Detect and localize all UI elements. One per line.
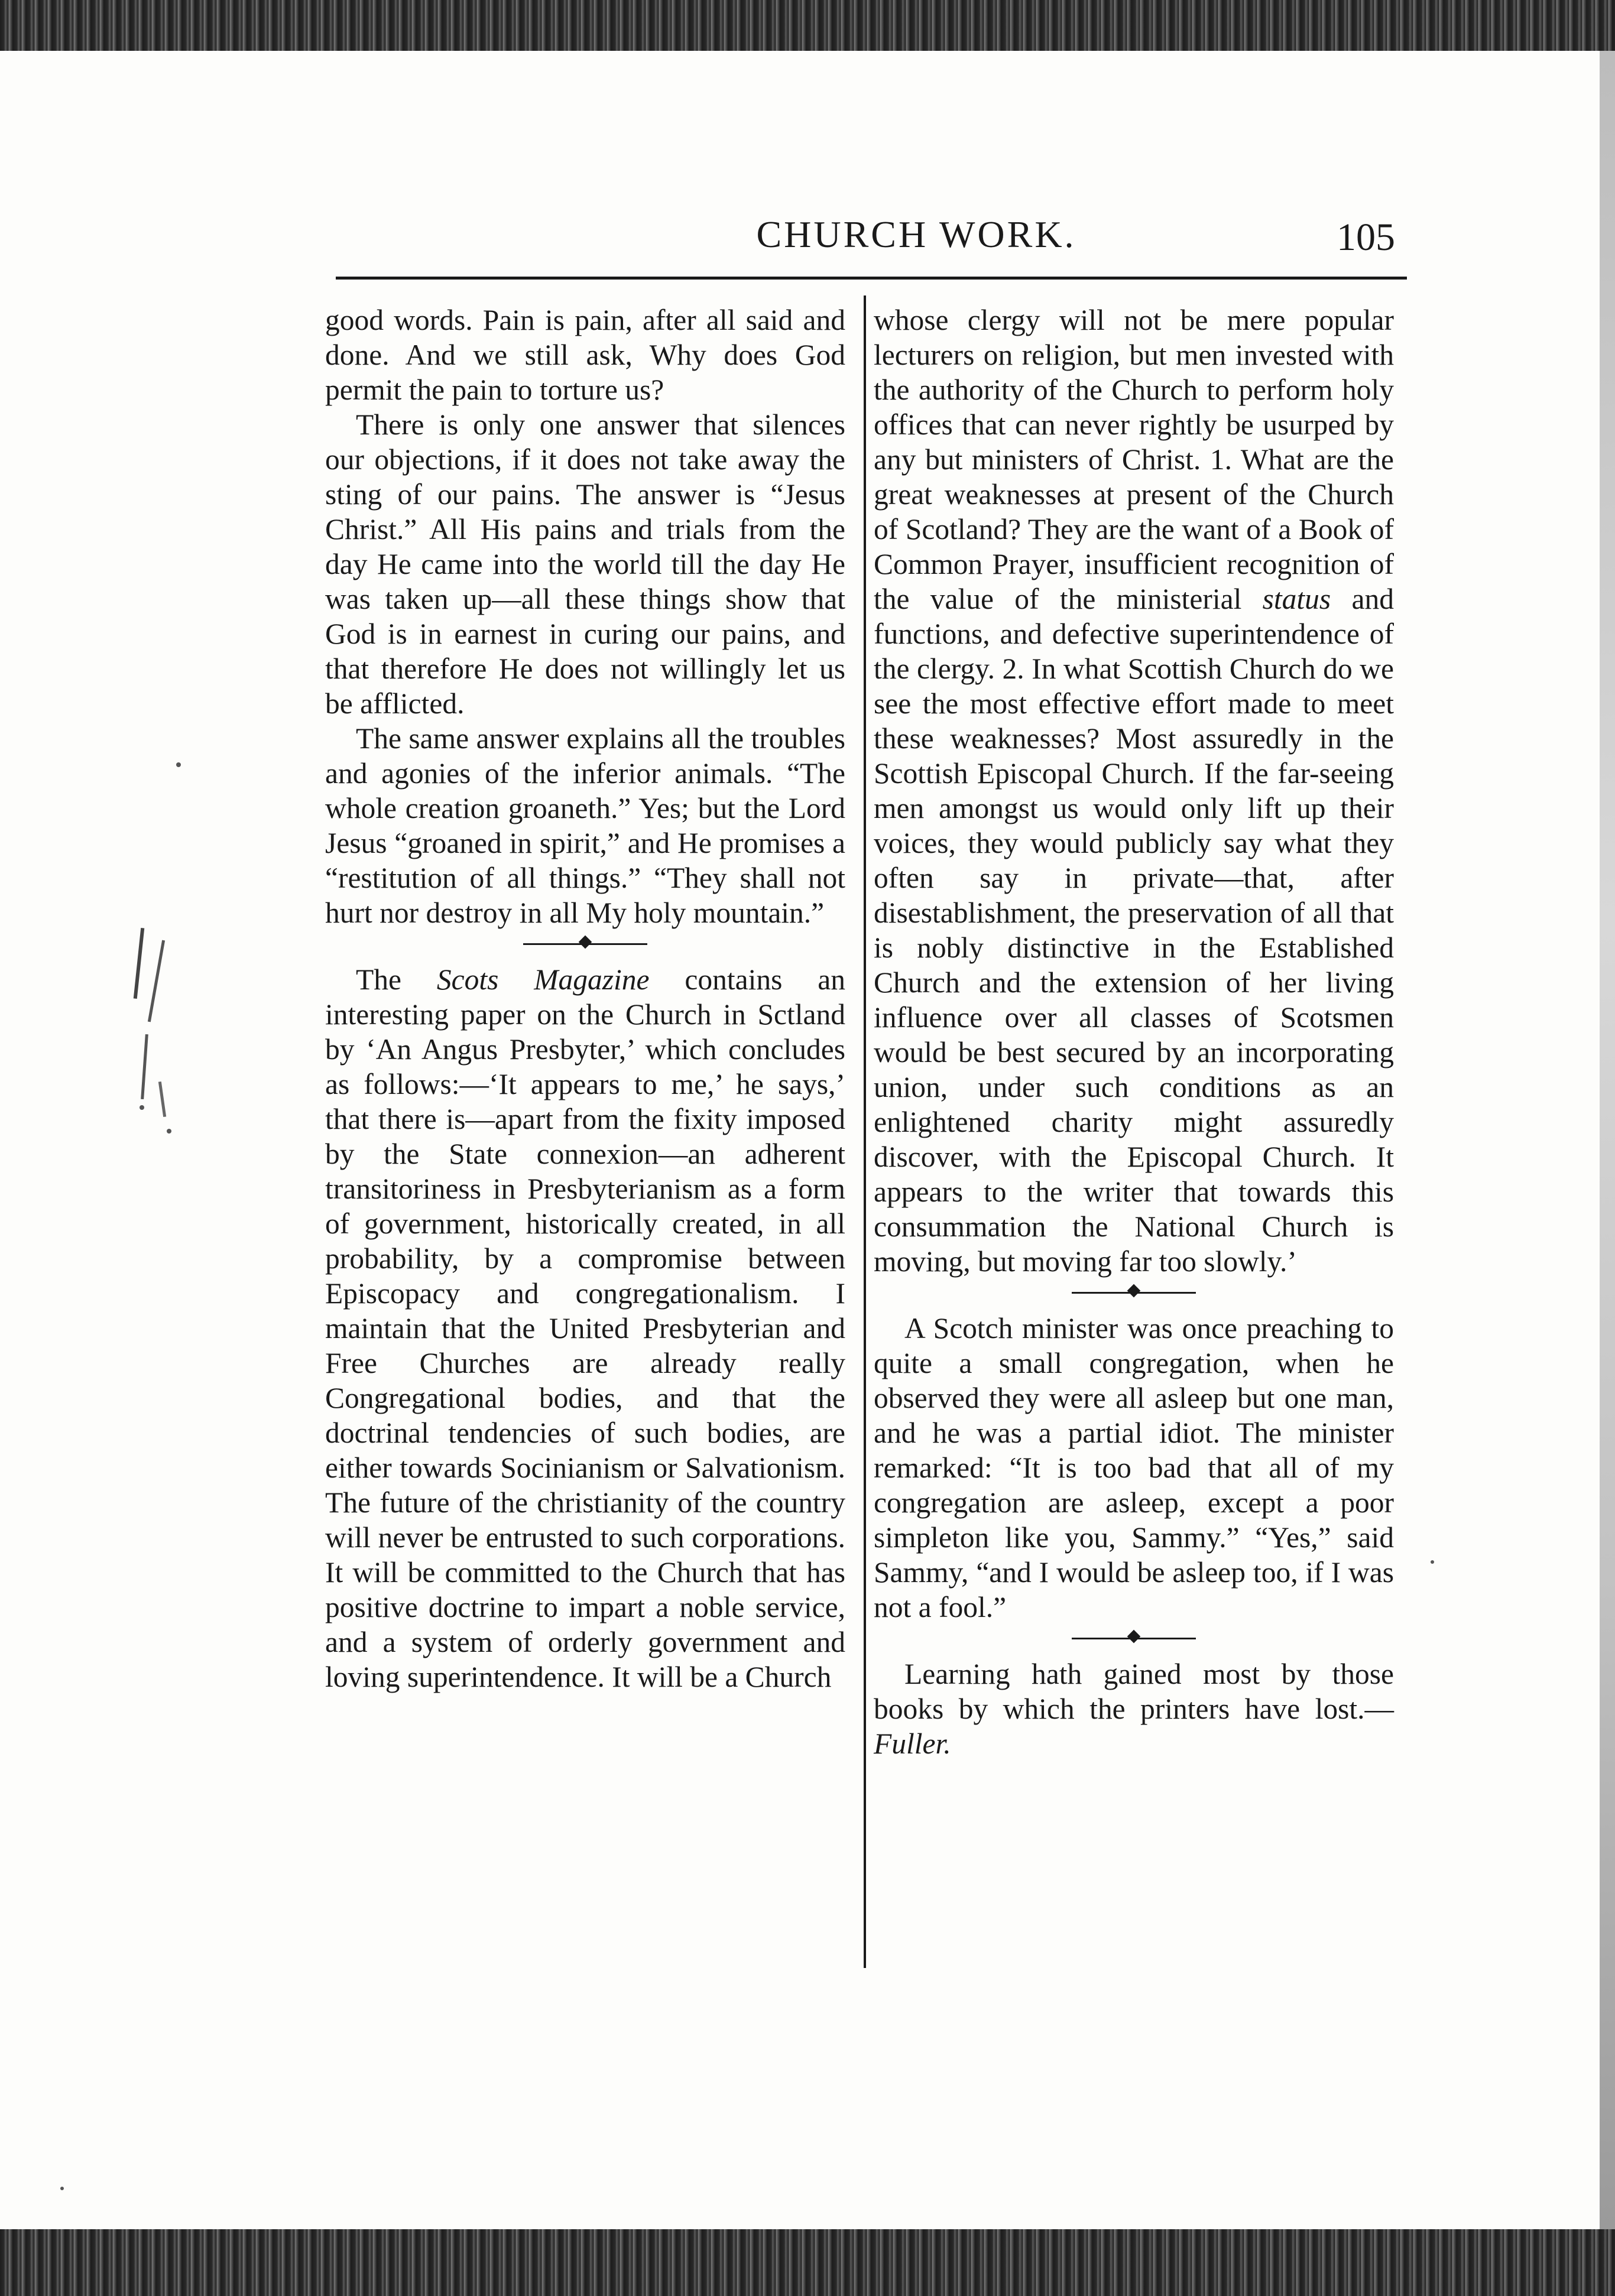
paragraph: There is only one answer that silences our objections, if it does not take away the sting of our pains. The answer is “Jesus Christ.” All His pains and trials from the day He came into the world till the day He was taken up—all these things show that God is in earnest in curing our pains, and that therefore He does not willingly let us be afflicted. bbox=[325, 408, 845, 720]
running-title: CHURCH WORK. bbox=[756, 213, 1076, 255]
left-column bbox=[325, 303, 845, 1694]
scan-speck bbox=[176, 762, 181, 767]
paragraph: The Scots Magazine contains an interesting paper on the Church in Sctland by ‘An Angus Presbyter,’ which concludes as follows:—‘It appears to me,’ he says,’ that there is—apart from the fixity imposed by the State connexion—an adherent transitoriness in Presbyterianism as a form of government, historically created, in all probability, by a compromise between Episcopacy and congregationalism. I maintain that the United Presbyterian and Free Churches are already really Congregational bodies, and that the doctrinal tendencies of such bodies, are either towards Socinianism or Salvationism. The future of the christianity of the country will never be entrusted to such corporations. It will be committed to the Church that has positive doctrine to impart a noble service, and a system of orderly government and loving superintendence. It will be a Church bbox=[325, 963, 845, 1693]
italic-title: Scots Magazine bbox=[436, 963, 650, 996]
italic-word: status bbox=[1262, 583, 1331, 615]
scan-border-bottom bbox=[0, 2229, 1615, 2296]
diamond-ornament-icon bbox=[579, 936, 592, 949]
diamond-ornament-icon bbox=[1127, 1630, 1141, 1644]
paragraph: A Scotch minister was once preaching to quite a small congregation, when he observed they were all asleep but one man, and he was a partial idiot. The minister remarked: “It is too bad that all of my congregation are asleep, except a poor simpleton like you, Sammy.” “Yes,” said Sammy, “and I would be asleep too, if I was not a fool.” bbox=[874, 1312, 1394, 1623]
page-number: 105 bbox=[1337, 216, 1395, 259]
paragraph: The same answer explains all the troubles and agonies of the inferior animals. “The whole creation groaneth.” Yes; but the Lord Jesus “groaned in spirit,” and He promises a “restitution of all things.” “They shall not hurt nor destroy in all My holy mountain.” bbox=[325, 722, 845, 929]
page-header bbox=[343, 213, 1395, 278]
paragraph: good words. Pain is pain, after all said and done. And we still ask, Why does God permit the pain to torture us? bbox=[325, 304, 845, 406]
scan-speck bbox=[1431, 1560, 1434, 1564]
scan-border-right bbox=[1600, 51, 1615, 2229]
italic-attribution: Fuller. bbox=[874, 1727, 951, 1760]
section-divider bbox=[523, 931, 647, 956]
section-divider bbox=[1072, 1626, 1196, 1651]
paragraph: Learning hath gained most by those books by which the printers have lost.—Fuller. bbox=[874, 1658, 1394, 1760]
margin-scan-marks bbox=[131, 928, 184, 1152]
right-column bbox=[874, 303, 1394, 1761]
scan-border-top bbox=[0, 0, 1615, 51]
header-rule bbox=[336, 277, 1407, 280]
diamond-ornament-icon bbox=[1127, 1284, 1141, 1298]
column-rule bbox=[864, 295, 866, 1968]
section-divider bbox=[1072, 1280, 1196, 1305]
paragraph: whose clergy will not be mere popular lecturers on religion, but men invested with the authority of the Church to perform holy offices that can never rightly be usurped by any but ministers of Christ. 1. What are the great weaknesses at present of the Church of Scotland? They are the want of a Book of Common Prayer, insufficient recognition of the value of the ministerial status and functions, and defective superintendence of the clergy. 2. In what Scottish Church do we see the most effective effort made to meet these weaknesses? Most assuredly in the Scottish Episcopal Church. If the far-seeing men amongst us would only lift up their voices, they would publicly say what they often say in private—that, after disestablishment, the preservation of all that is nobly distinctive in the Established Church and the extension of her living influence over all classes of Scotsmen would be best secured by an incorporating union, under such conditions as an enlightened charity might assuredly discover, with the Episcopal Church. It appears to the writer that towards this consummation the National Church is moving, but moving far too slowly.’ bbox=[874, 304, 1394, 1278]
scan-speck bbox=[60, 2187, 64, 2190]
